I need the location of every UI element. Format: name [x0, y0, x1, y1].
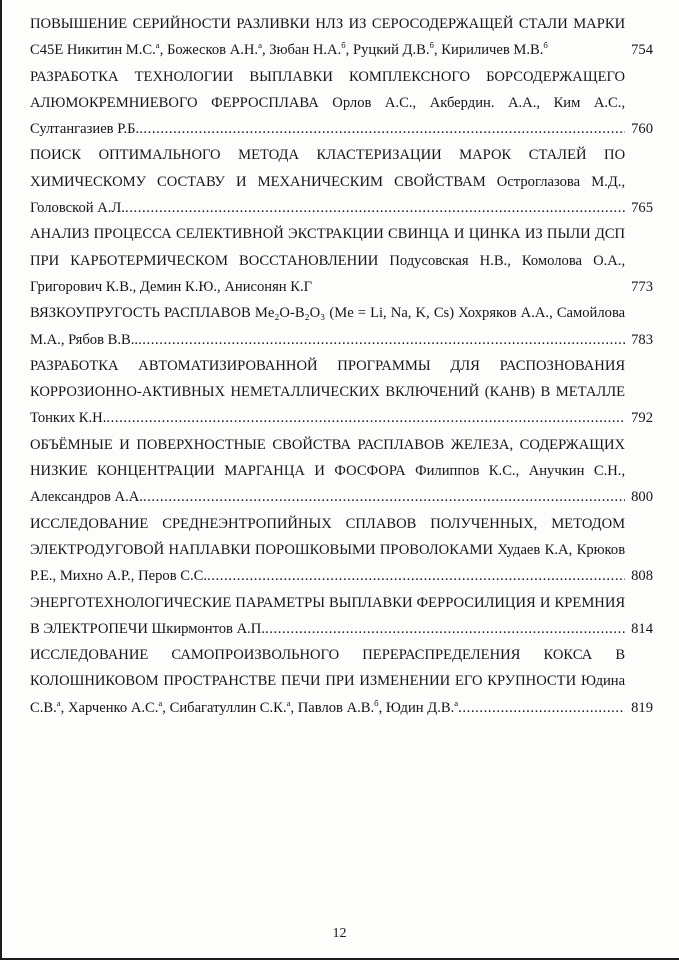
- entry-text: [30, 511, 625, 590]
- toc-entry: [30, 64, 653, 143]
- entry-authors: Хохряков А.А., Самойлова М.А., Рябов В.В..: [30, 305, 626, 348]
- entry-authors: Орлов А.С., Акбердин. А.А., Ким А.С., Султангазиев Р.Б.: [30, 94, 626, 138]
- entry-title: ПОВЫШЕНИЕ СЕРИЙНОСТИ РАЗЛИВКИ НЛЗ ИЗ СЕРОСОДЕРЖАЩЕЙ СТАЛИ МАРКИ С45Е: [30, 16, 626, 59]
- entry-authors: Шкирмонтов А.П.: [151, 620, 265, 637]
- entry-title: ИССЛЕДОВАНИЕ САМОПРОИЗВОЛЬНОГО ПЕРЕРАСПРЕДЕЛЕНИЯ КОКСА В КОЛОШНИКОВОМ ПРОСТРАНСТВЕ ПЕЧИ ПРИ ИЗМЕНЕНИИ ЕГО КРУПНОСТИ: [30, 647, 626, 690]
- page-footer: [0, 926, 679, 942]
- toc-entry: [30, 11, 653, 64]
- entry-title: ПОИСК ОПТИМАЛЬНОГО МЕТОДА КЛАСТЕРИЗАЦИИ МАРОК СТАЛЕЙ ПО ХИМИЧЕСКОМУ СОСТАВУ И МЕХАНИЧЕСКИМ СВОЙСТВАМ: [30, 147, 626, 190]
- entry-text: [30, 432, 625, 511]
- entry-title: ИССЛЕДОВАНИЕ СРЕДНЕЭНТРОПИЙНЫХ СПЛАВОВ ПОЛУЧЕННЫХ, МЕТОДОМ ЭЛЕКТРОДУГОВОЙ НАПЛАВКИ ПОРОШКОВЫМИ ПРОВОЛОКАМИ: [30, 515, 626, 558]
- entry-title: ЭНЕРГОТЕХНОЛОГИЧЕСКИЕ ПАРАМЕТРЫ ВЫПЛАВКИ ФЕРРОСИЛИЦИЯ И КРЕМНИЯ В ЭЛЕКТРОПЕЧИ: [30, 594, 626, 637]
- toc-entry: [30, 142, 653, 221]
- toc-entry: [30, 353, 653, 432]
- entry-title: АНАЛИЗ ПРОЦЕССА СЕЛЕКТИВНОЙ ЭКСТРАКЦИИ СВИНЦА И ЦИНКА ИЗ ПЫЛИ ДСП ПРИ КАРБОТЕРМИЧЕСКОМ ВОССТАНОВЛЕНИИ: [30, 226, 626, 269]
- entry-page-number: 808: [631, 568, 653, 585]
- entry-text: [30, 142, 625, 221]
- toc-entry: [30, 221, 653, 300]
- footer-page-number: 12: [332, 926, 347, 941]
- entry-page-number: 800: [631, 489, 653, 506]
- entry-text: [30, 11, 625, 64]
- entry-authors: Тонких К.Н.: [30, 410, 107, 427]
- entry-text: [30, 300, 625, 353]
- toc-entry: [30, 590, 653, 643]
- entry-text: [30, 353, 625, 432]
- entry-page-number: 760: [631, 121, 653, 138]
- entry-text: [30, 642, 625, 721]
- entry-title: ОБЪЁМНЫЕ И ПОВЕРХНОСТНЫЕ СВОЙСТВА РАСПЛАВОВ ЖЕЛЕЗА, СОДЕРЖАЩИХ НИЗКИЕ КОНЦЕНТРАЦИИ МАРГАНЦА И ФОСФОРА: [30, 436, 626, 480]
- entry-page-number: 773: [631, 278, 653, 295]
- entry-authors: Остроглазова М.Д., Головской А.Л.: [30, 173, 626, 217]
- entry-page-number: 792: [631, 410, 653, 427]
- entry-text: [30, 64, 625, 143]
- entry-authors: Никитин М.С.$^а$, Божесков А.Н.$^а$, Зюбан Н.А.$^б$, Руцкий Д.В.$^б$, Кириличев М.В.$^б$: [66, 40, 548, 59]
- scan-artifact-left-edge: [0, 0, 2, 960]
- entry-authors: Юдина С.В.$^а$, Харченко А.С.$^а$, Сибагатуллин С.К.$^а$, Павлов А.В.$^б$, Юдин Д.В.$^а$: [30, 673, 626, 716]
- entry-text: [30, 590, 625, 643]
- entry-page-number: 814: [631, 620, 653, 637]
- entry-title: ВЯЗКОУПРУГОСТЬ РАСПЛАВОВ Me₂O-B₂O₃ (Me = Li, Na, K, Cs): [30, 305, 459, 322]
- entry-authors: Подусовская Н.В., Комолова О.А., Григорович К.В., Демин К.Ю., Анисонян К.Г: [30, 252, 626, 295]
- entry-authors: Филиппов К.С., Анучкин С.Н., Александров А.А.: [30, 463, 626, 506]
- entry-page-number: 783: [631, 331, 653, 348]
- entry-text: [30, 221, 625, 300]
- toc-entry: [30, 642, 653, 721]
- entry-page-number: 754: [631, 42, 653, 59]
- entry-page-number: 765: [631, 200, 653, 217]
- toc-entry: [30, 511, 653, 590]
- entry-page-number: 819: [631, 699, 653, 716]
- entry-title: РАЗРАБОТКА ТЕХНОЛОГИИ ВЫПЛАВКИ КОМПЛЕКСНОГО БОРСОДЕРЖАЩЕГО АЛЮМОКРЕМНИЕВОГО ФЕРРОСПЛАВА: [30, 68, 626, 111]
- entry-authors: Худаев К.А, Крюков Р.Е., Михно А.Р., Перов С.С.: [30, 541, 626, 585]
- entry-title: РАЗРАБОТКА АВТОМАТИЗИРОВАННОЙ ПРОГРАММЫ ДЛЯ РАСПОЗНОВАНИЯ КОРРОЗИОННО-АКТИВНЫХ НЕМЕТАЛЛИЧЕСКИХ ВКЛЮЧЕНИЙ (КАНВ) В МЕТАЛЛЕ: [30, 357, 626, 401]
- toc-entry: [30, 432, 653, 511]
- toc-entry: [30, 300, 653, 353]
